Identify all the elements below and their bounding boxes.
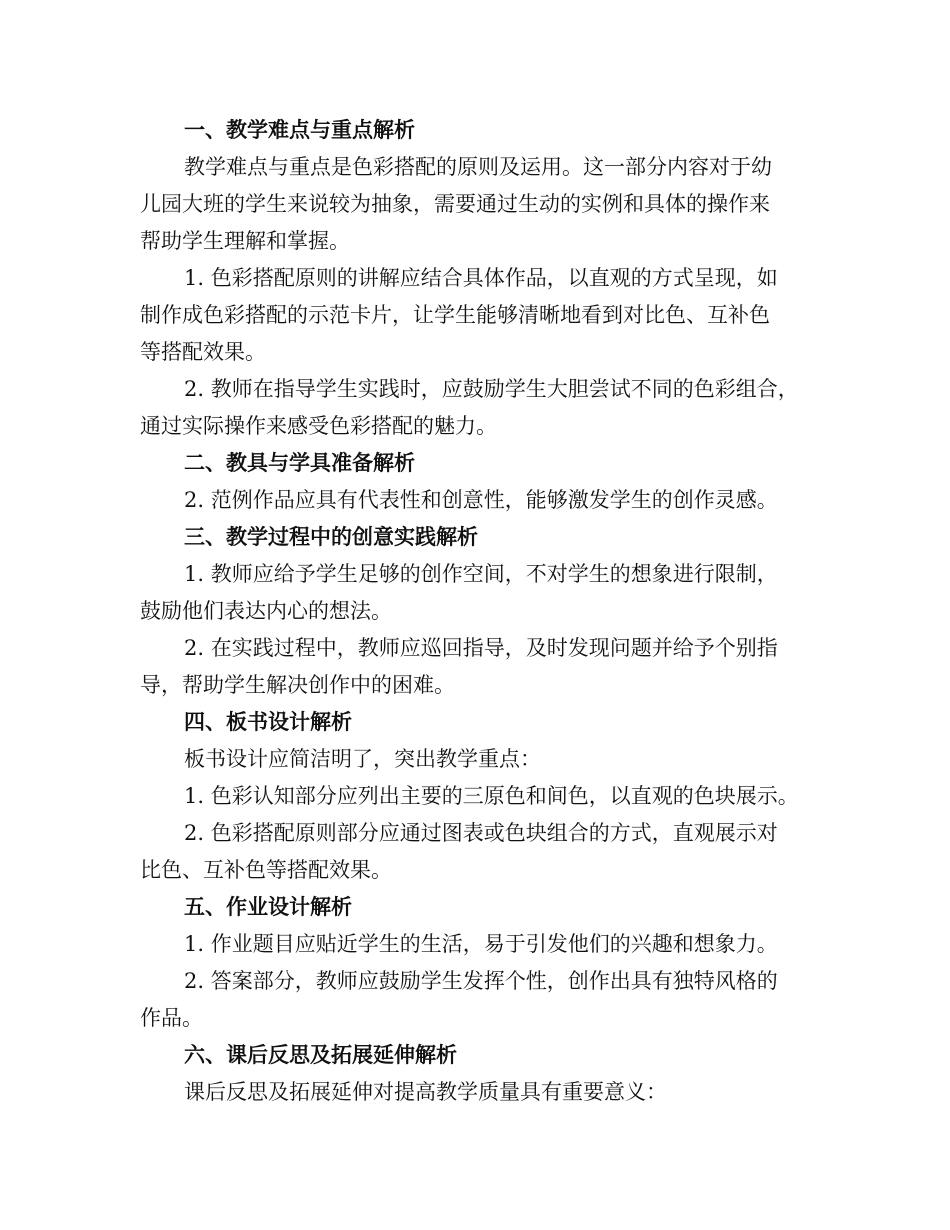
list-item-line: 2. 范例作品应具有代表性和创意性，能够激发学生的创作灵感。 [184, 488, 778, 512]
list-item-line: 1. 色彩搭配原则的讲解应结合具体作品，以直观的方式呈现，如 [184, 266, 778, 290]
list-item-line: 鼓励他们表达内心的想法。 [140, 599, 392, 623]
section-heading: 二、教具与学具准备解析 [184, 451, 415, 475]
list-item-line: 比色、互补色等搭配效果。 [140, 858, 392, 882]
section-heading: 一、教学难点与重点解析 [184, 118, 415, 142]
section-heading: 三、教学过程中的创意实践解析 [184, 525, 478, 549]
paragraph-line: 教学难点与重点是色彩搭配的原则及运用。这一部分内容对于幼 [184, 155, 772, 179]
list-item-line: 通过实际操作来感受色彩搭配的魅力。 [140, 414, 497, 438]
list-item-line: 2. 答案部分，教师应鼓励学生发挥个性，创作出具有独特风格的 [184, 969, 778, 993]
paragraph-line: 课后反思及拓展延伸对提高教学质量具有重要意义： [184, 1080, 667, 1104]
list-item-line: 2. 教师在指导学生实践时，应鼓励学生大胆尝试不同的色彩组合， [184, 377, 799, 401]
section-heading: 四、板书设计解析 [184, 710, 352, 734]
section-heading: 五、作业设计解析 [184, 895, 352, 919]
list-item-line: 作品。 [140, 1006, 203, 1030]
paragraph-line: 帮助学生理解和掌握。 [140, 229, 350, 253]
list-item-line: 等搭配效果。 [140, 340, 266, 364]
paragraph-line: 板书设计应简洁明了，突出教学重点： [184, 747, 541, 771]
list-item-line: 1. 作业题目应贴近学生的生活，易于引发他们的兴趣和想象力。 [184, 932, 778, 956]
section-heading: 六、课后反思及拓展延伸解析 [184, 1043, 457, 1067]
paragraph-line: 儿园大班的学生来说较为抽象，需要通过生动的实例和具体的操作来 [140, 192, 770, 216]
list-item-line: 制作成色彩搭配的示范卡片，让学生能够清晰地看到对比色、互补色 [140, 303, 770, 327]
list-item-line: 2. 在实践过程中，教师应巡回指导，及时发现问题并给予个别指 [184, 636, 778, 660]
list-item-line: 1. 教师应给予学生足够的创作空间，不对学生的想象进行限制， [184, 562, 778, 586]
document-page [140, 112, 820, 1111]
list-item-line: 2. 色彩搭配原则部分应通过图表或色块组合的方式，直观展示对 [184, 821, 778, 845]
list-item-line: 导，帮助学生解决创作中的困难。 [140, 673, 455, 697]
list-item-line: 1. 色彩认知部分应列出主要的三原色和间色，以直观的色块展示。 [184, 784, 799, 808]
